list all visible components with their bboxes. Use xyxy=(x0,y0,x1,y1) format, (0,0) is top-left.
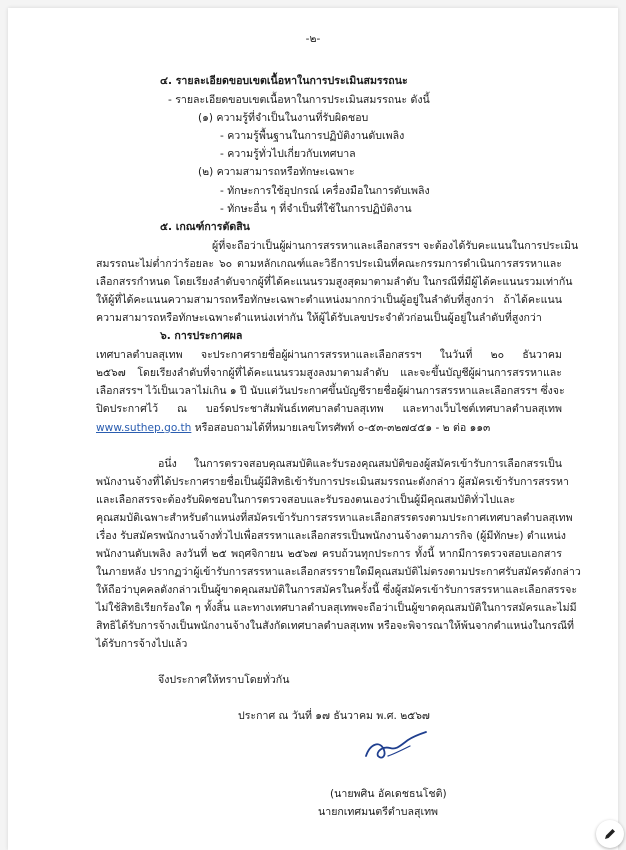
section-4-item-1b: - ความรู้ทั่วไปเกี่ยวกับเทศบาล xyxy=(220,148,356,160)
announcement-date: ประกาศ ณ วันที่ ๑๗ ธันวาคม พ.ศ. ๒๕๖๗ xyxy=(238,710,430,722)
conditions-line: ในภายหลัง ปรากฏว่าผู้เข้ารับการสรรหาและเลือกสรรรายใดมีคุณสมบัติไม่ตรงตามประกาศรับสมัครดังกล่าว xyxy=(96,566,581,578)
signer-name: (นายพศิน อัคเดชธนโชติ) xyxy=(330,788,447,800)
section-6-line: ปิดประกาศไว้ ณ บอร์ดประชาสัมพันธ์เทศบาลตำบลสุเทพ และทางเว็บไซต์เทศบาลตำบลสุเทพ xyxy=(96,403,562,415)
website-link[interactable]: www.suthep.go.th xyxy=(96,422,192,434)
section-6-heading: ๖. การประกาศผล xyxy=(160,330,243,342)
section-5-line: ผู้ที่จะถือว่าเป็นผู้ผ่านการสรรหาและเลือกสรรฯ จะต้องได้รับคะแนนในการประเมิน xyxy=(212,240,579,252)
conditions-line: พนักงานดับเพลิง ลงวันที่ ๒๕ พฤศจิกายน ๒๕๖๗ ครบถ้วนทุกประการ ทั้งนี้ หากมีการตรวจสอบเอกสาร xyxy=(96,548,562,560)
document-page xyxy=(8,8,618,850)
section-6-line: เลือกสรรฯ ไว้เป็นเวลาไม่เกิน ๑ ปี นับแต่วันประกาศขึ้นบัญชีรายชื่อผู้ผ่านการสรรหาและเลือกสรรฯ ซึ่งจะ xyxy=(96,385,565,397)
conditions-line: ได้รับการจ้างไปแล้ว xyxy=(96,638,188,650)
section-5-line: สมรรถนะไม่ต่ำกว่าร้อยละ ๖๐ ตามหลักเกณฑ์และวิธีการประเมินที่คณะกรรมการดำเนินการสรรหาและ xyxy=(96,258,562,270)
section-4-group-2: (๒) ความสามารถหรือทักษะเฉพาะ xyxy=(198,166,355,178)
signature xyxy=(360,726,430,766)
conditions-line: ให้ถือว่าบุคคลดังกล่าวเป็นผู้ขาดคุณสมบัติในการสมัครในครั้งนี้ ซึ่งผู้สมัครเข้ารับการสรรหาและเลือกสรรจะ xyxy=(96,584,578,596)
section-6-line: ๒๕๖๗ โดยเรียงลำดับที่จากผู้ที่ได้คะแนนรวมสูงลงมาตามลำดับ และจะขึ้นบัญชีผู้ผ่านการสรรหาและ xyxy=(96,367,562,379)
closing-text: จึงประกาศให้ทราบโดยทั่วกัน xyxy=(158,674,290,686)
section-4-item-2a: - ทักษะการใช้อุปกรณ์ เครื่องมือในการดับเพลิง xyxy=(220,185,430,197)
section-5-line: ความสามารถหรือทักษะเฉพาะตำแหน่งเท่ากัน ให้ผู้ได้รับเลขประจำตัวก่อนเป็นผู้อยู่ในลำดับที่สูงกว่า xyxy=(96,312,542,324)
page-number: -๒- xyxy=(305,33,321,45)
conditions-line: สิทธิได้รับการจ้างเป็นพนักงานจ้างในสังกัดเทศบาลตำบลสุเทพ หรือจะพิจารณาให้พ้นจากตำแหน่งในกรณีที่ xyxy=(96,620,575,632)
section-4-heading: ๔. รายละเอียดขอบเขตเนื้อหาในการประเมินสมรรถนะ xyxy=(160,75,408,87)
signer-title: นายกเทศมนตรีตำบลสุเทพ xyxy=(318,806,439,818)
section-4-item-2b: - ทักษะอื่น ๆ ที่จำเป็นที่ใช้ในการปฏิบัติงาน xyxy=(220,203,412,215)
conditions-line: ไม่ใช้สิทธิเรียกร้องใด ๆ ทั้งสิ้น และทางเทศบาลตำบลสุเทพจะถือว่าเป็นผู้ขาดคุณสมบัติในการสมัครและไม่มี xyxy=(96,602,577,614)
section-5-heading: ๕. เกณฑ์การตัดสิน xyxy=(160,221,250,233)
section-4-item-1a: - ความรู้พื้นฐานในการปฏิบัติงานดับเพลิง xyxy=(220,130,405,142)
conditions-line: คุณสมบัติเฉพาะสำหรับตำแหน่งที่สมัครเข้ารับการสรรหาและเลือกสรรตรงตามประกาศเทศบาลตำบลสุเทพ xyxy=(96,512,573,524)
conditions-line: เรื่อง รับสมัครพนักงานจ้างทั่วไปเพื่อสรรหาและเลือกสรรเป็นพนักงานจ้างตามภารกิจ (ผู้มีทักษะ) ตำแหน่ง xyxy=(96,530,566,542)
section-4-group-1: (๑) ความรู้ที่จำเป็นในงานที่รับผิดชอบ xyxy=(198,112,369,124)
contact-text: หรือสอบถามได้ที่หมายเลขโทรศัพท์ ๐-๕๓-๓๒๗๔๕๑ - ๒ ต่อ ๑๑๓ xyxy=(194,422,491,434)
section-6-link-line xyxy=(96,421,490,435)
floating-action-button[interactable] xyxy=(596,820,624,848)
section-6-line: เทศบาลตำบลสุเทพ จะประกาศรายชื่อผู้ผ่านการสรรหาและเลือกสรรฯ ในวันที่ ๒๐ ธันวาคม xyxy=(96,349,562,361)
section-5-line: ให้ผู้ที่ได้คะแนนความสามารถหรือทักษะเฉพาะตำแหน่งมากกว่าเป็นผู้อยู่ในลำดับที่สูงกว่า ถ้าได้คะแนน xyxy=(96,294,562,306)
conditions-line: พนักงานจ้างที่ได้ประกาศรายชื่อเป็นผู้มีสิทธิเข้ารับการประเมินสมรรถนะดังกล่าว ผู้สมัครเข้ารับการสรรหา xyxy=(96,476,569,488)
pencil-icon xyxy=(603,827,617,841)
section-4-intro: - รายละเอียดขอบเขตเนื้อหาในการประเมินสมรรถนะ ดังนี้ xyxy=(168,94,430,106)
conditions-line: อนึ่ง ในการตรวจสอบคุณสมบัติและรับรองคุณสมบัติของผู้สมัครเข้ารับการเลือกสรรเป็น xyxy=(158,458,562,470)
conditions-line: และเลือกสรรจะต้องรับผิดชอบในการตรวจสอบและรับรองตนเองว่าเป็นผู้มีคุณสมบัติทั่วไปและ xyxy=(96,494,516,506)
section-5-line: เลือกสรรกำหนด โดยเรียงลำดับจากผู้ที่ได้คะแนนรวมสูงสุดมาตามลำดับ ในกรณีที่มีผู้ได้คะแนนรวมเท่ากัน xyxy=(96,276,573,288)
